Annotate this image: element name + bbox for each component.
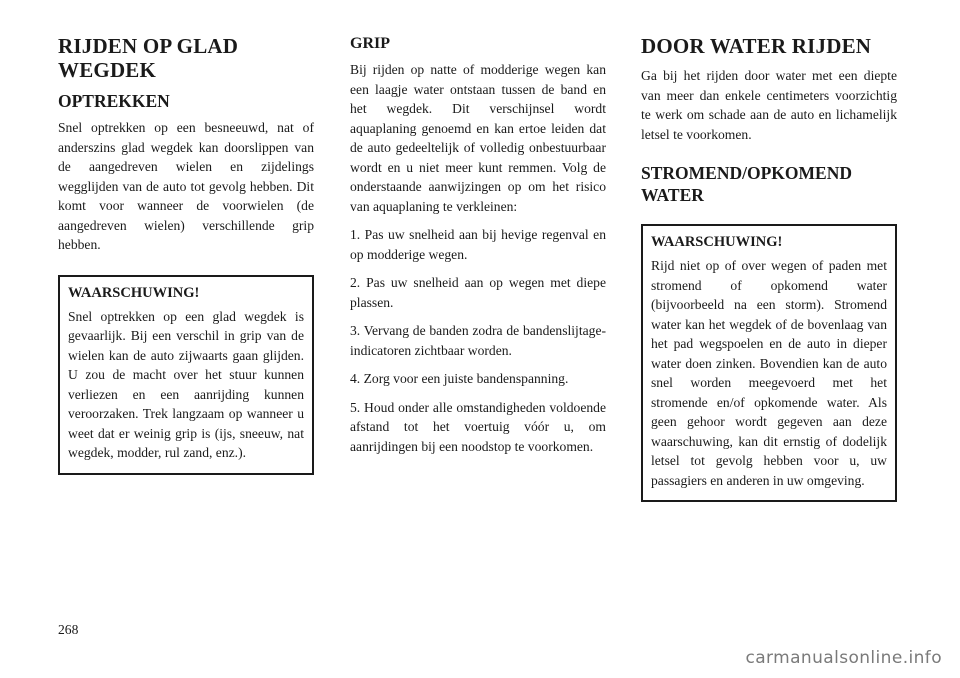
section-title-driving-through-water: DOOR WATER RIJDEN <box>641 34 872 58</box>
list-item: 2. Pas uw snelheid aan op wegen met diepe plassen. <box>350 275 606 310</box>
subsection-title-accelerating: OPTREKKEN <box>58 91 170 111</box>
section-title-grip: GRIP <box>350 35 390 52</box>
watermark: carmanualsonline.info <box>745 648 942 668</box>
accelerating-body: Snel optrekken op een besneeuwd, nat of anderszins glad wegdek kan doorslippen van de aangedreven wielen en zijdelings wegglijden van de auto tot gevolg hebben. Dit komt voor wanneer de voorwielen (de aangedreven wielen) verschillende grip hebben. <box>58 120 314 252</box>
list-item: 3. Vervang de banden zodra de bandenslijtage-indicatoren zichtbaar worden. <box>350 323 606 358</box>
column-middle <box>350 34 606 456</box>
column-left <box>58 34 314 475</box>
warning-text: Rijd niet op of over wegen of paden met stromend of opkomend water (bijvoorbeeld na een storm). Stromend water kan het wegdek of de bovenlaag van het pad wegspoelen en de auto in dieper water doen zinken. Bovendien kan de auto snel worden meegevoerd met het stromende en/of opkomende water. Als geen gehoor wordt gegeven aan deze waarschuwing, kan dit ernstig of dodelijk letsel tot gevolg hebben voor u, uw passagiers en anderen in uw omgeving. <box>651 258 887 488</box>
warning-text: Snel optrekken op een glad wegdek is gevaarlijk. Bij een verschil in grip van de wielen kan de auto zijwaarts gaan glijden. U zou de macht over het stuur kunnen verliezen en een aanrijding kunnen veroorzaken. Trek langzaam op wanneer u weet dat er weinig grip is (ijs, sneeuw, nat wegdek, modder, rul zand, enz.). <box>68 308 304 460</box>
grip-body: Bij rijden op natte of modderige wegen kan een laagje water ontstaan tussen de band en het wegdek. Dit verschijnsel wordt aquaplaning genoemd en kan ertoe leiden dat de auto gedeeltelijk of volledig onbestuurbaar wordt en u niet meer kunt remmen. Volg de onderstaande aanwijzingen op om het risico van aquaplaning te verkleinen: <box>350 62 606 214</box>
column-right <box>641 34 897 502</box>
section-title-slippery-road: RIJDEN OP GLAD WEGDEK <box>58 34 239 82</box>
grip-steps-list <box>350 225 606 456</box>
water-body: Ga bij het rijden door water met een diepte van meer dan enkele centimeters voorzichtig te werk om schade aan de auto en lichamelijk letsel te voorkomen. <box>641 68 897 142</box>
subsection-title-flowing-water: STROMEND/OPKOMEND WATER <box>641 163 852 205</box>
list-item: 4. Zorg voor een juiste bandenspanning. <box>350 371 569 386</box>
warning-title: WAARSCHUWING! <box>651 234 783 250</box>
warning-box-accelerating <box>58 275 314 475</box>
warning-title: WAARSCHUWING! <box>68 284 200 301</box>
list-item: 1. Pas uw snelheid aan bij hevige regenval en op modderige wegen. <box>350 227 606 262</box>
page-number: 268 <box>58 622 79 637</box>
list-item: 5. Houd onder alle omstandigheden voldoende afstand tot het voertuig vóór u, om aanrijdingen bij een noodstop te voorkomen. <box>350 399 606 454</box>
warning-box-flowing-water <box>641 224 897 502</box>
